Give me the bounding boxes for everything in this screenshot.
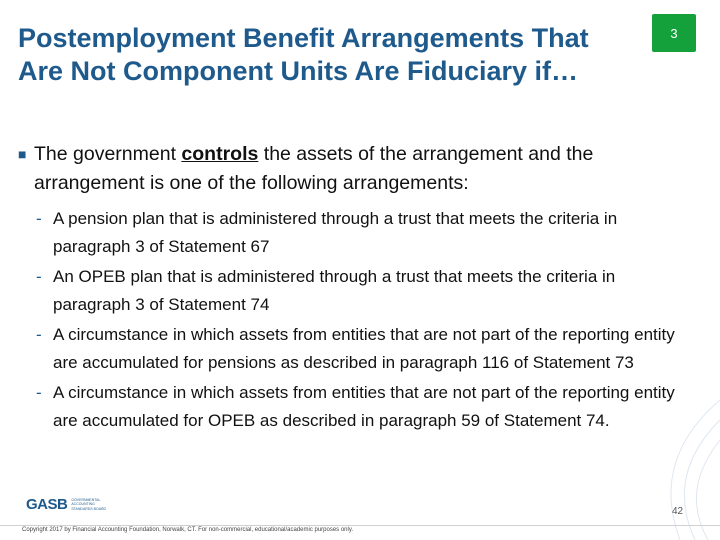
dash-bullet-icon: - bbox=[36, 209, 42, 228]
sub-bullet-text: An OPEB plan that is administered through a trust that meets the criteria in paragraph 3 of Statement 74 bbox=[53, 267, 616, 314]
dash-bullet-icon: - bbox=[36, 267, 42, 286]
slide-badge: 3 bbox=[652, 14, 696, 52]
sub-bullet bbox=[36, 321, 676, 377]
sub-bullet bbox=[36, 205, 676, 261]
main-bullet-after: the assets of the arrangement and the arrangement is one of the following arrangements: bbox=[34, 143, 594, 194]
sub-bullet-text: A circumstance in which assets from entities that are not part of the reporting entity are accumulated for pensions as described in paragraph 116 of Statement 73 bbox=[53, 325, 675, 372]
copyright-notice: Copyright 2017 by Financial Accounting Foundation, Norwalk, CT. For non-commercial, educational/academic purposes only. bbox=[22, 527, 354, 533]
logo-subtext: GOVERNMENTAL ACCOUNTING STANDARDS BOARD bbox=[71, 497, 107, 511]
sub-bullet-list bbox=[36, 205, 676, 437]
sub-bullet-text: A circumstance in which assets from entities that are not part of the reporting entity are accumulated for OPEB as described in paragraph 59 of Statement 74. bbox=[53, 383, 675, 430]
footer-divider bbox=[0, 525, 720, 526]
main-bullet bbox=[18, 140, 698, 198]
dash-bullet-icon: - bbox=[36, 325, 42, 344]
sub-bullet-text: A pension plan that is administered through a trust that meets the criteria in paragraph 3 of Statement 67 bbox=[53, 209, 618, 256]
sub-bullet bbox=[36, 379, 676, 435]
main-bullet-text bbox=[34, 140, 698, 198]
sub-bullet bbox=[36, 263, 676, 319]
dash-bullet-icon: - bbox=[36, 383, 42, 402]
gasb-logo bbox=[26, 496, 111, 513]
main-bullet-emphasis: controls bbox=[181, 143, 259, 165]
logo-mark: GASB bbox=[26, 496, 68, 513]
slide-title: Postemployment Benefit Arrangements That Are Not Component Units Are Fiduciary if… bbox=[18, 23, 589, 86]
main-bullet-before: The government bbox=[34, 143, 182, 165]
square-bullet-icon: ■ bbox=[18, 146, 27, 162]
page-number: 42 bbox=[672, 506, 684, 517]
